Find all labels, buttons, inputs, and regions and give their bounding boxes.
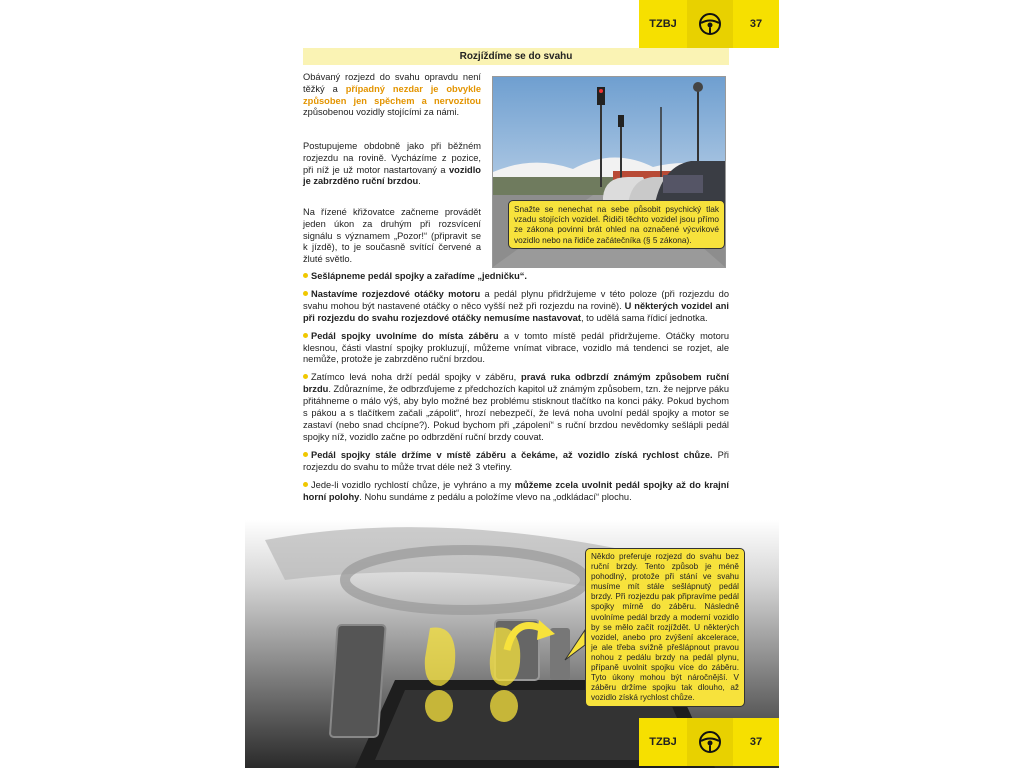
- bullet-5-text: Při rozjezdu do svahu to může trvat déle než 3 vteřiny.: [303, 449, 729, 472]
- page-header: [639, 0, 779, 48]
- bullet-3-text: a v tomto místě pedál přidržujeme. Otáčky motoru klesnou, části vlastní spojky prokluzují, můžeme vnímat vibrace, vozidlo má tendenci se rozjet, ale nemůže, protože je zabrzděno ruční brzdou.: [303, 330, 730, 365]
- bullet-2-end: , to udělá sama řídicí jednotka.: [580, 312, 708, 323]
- intro-p3: Na řízené křižovatce začneme provádět jeden úkon za druhým při rozsvícení signálu s významem „Pozor!“ (připravit se k jízdě), to je současně svítící červené a žluté světlo.: [303, 207, 481, 265]
- list-item: [303, 289, 729, 325]
- header-code: TZBJ: [649, 18, 677, 30]
- bullet-2-bold2: U některých vozidel ani při rozjezdu do svahu rozjezdové otáčky nemusíme nastavovat: [303, 300, 729, 323]
- bullet-2-bold: Nastavíme rozjezdové otáčky motoru: [311, 288, 481, 299]
- header-page-number: 37: [749, 18, 763, 30]
- bullet-icon: [303, 452, 308, 457]
- intro-p1-b: způsobenou vozidly stojícími za námi.: [303, 107, 460, 118]
- intro-paragraph-3: [303, 207, 481, 266]
- bullet-6-a: Jede-li vozidlo rychlostí chůze, je vyhráno a my: [311, 479, 515, 490]
- bullet-6-text: . Nohu sundáme z pedálu a položíme vlevo na „odkládací“ plochu.: [359, 491, 632, 502]
- footer-page-number: 37: [749, 736, 763, 748]
- bullet-3-bold: Pedál spojky uvolníme do místa záběru: [311, 330, 499, 341]
- intro-p1-a: Obávaný rozjezd do svahu opravdu není těžký a: [303, 72, 481, 94]
- bullet-icon: [303, 333, 308, 338]
- steering-wheel-icon: [687, 0, 733, 48]
- instruction-list: [303, 271, 729, 509]
- bullet-icon: [303, 482, 308, 487]
- list-item: [303, 450, 729, 474]
- intro-paragraph-1: [303, 72, 481, 119]
- document-page: [245, 0, 779, 768]
- bullet-1-text: Sešlápneme pedál spojky a zařadíme „jedničku“.: [311, 271, 527, 281]
- bullet-icon: [303, 291, 308, 296]
- bullet-icon: [303, 273, 308, 278]
- footer-code: TZBJ: [649, 736, 677, 748]
- intro-paragraph-2: [303, 141, 481, 188]
- bullet-6-bold: můžeme zcela uvolnit pedál spojky až do krajní horní polohy: [303, 479, 729, 502]
- pedal-callout: Někdo preferuje rozjezd do svahu bez ruční brzdy. Tento způsob je méně pohodlný, protože při stání ve svahu musíme mít stále sešlápnutý pedál brzdy. Při rozjezdu pak připravíme pedál spojky mírně do záběru. Následně uvolníme pedál brzdy a moderní vozidlo by se mělo začít rozjíždět. U některých vozidel, anebo pro zvýšení akcelerace, je ale třeba svižně přešlápnout pravou nohou z pedálu brzdy na pedál plynu, přípaně uvolnit spojku více do záběru. Tyto úkony mohou být náročnější. V záběru držíme spojku tak dlouho, až vozidlo získá rychlost chůze.: [585, 548, 745, 707]
- bullet-icon: [303, 374, 308, 379]
- bullet-4-text: . Zdůrazníme, že odbrzďujeme z předchozích kapitol už známým způsobem, tzn. že nejprve páku přitáhneme o málo výš, aby bylo možné bez problému stisknout tlačítko na konci páky. Pokud bychom s pákou a s tlačítkem začali „zápolit“, hrozí nebezpečí, že levá noha uvolní pedál spojky a motor se zastaví (nebo snad chcípne?). Pokud bychom při „zápolení“ s ruční brzdou nevědomky sešlápli pedál spojky níž, vozidlo začne po odbrzdění ruční brzdy couvat.: [303, 384, 729, 442]
- bullet-4-a: Zatímco levá noha drží pedál spojky v záběru,: [311, 372, 522, 383]
- intro-p2-a: Postupujeme obdobně jako při běžném rozjezdu na rovině. Vycházíme z pozice, při níž je už motor nastartovaný a: [303, 141, 481, 175]
- list-item: [303, 331, 729, 367]
- bullet-2-text: a pedál plynu přidržujeme v této poloze (při rozjezdu do svahu mohou být nastavené otáčky o něco vyšší než při rozjezdu na rovině).: [303, 288, 729, 311]
- intro-p1-highlight: případný nezdar je obvykle způsoben jen spěchem a nervozitou: [303, 83, 481, 106]
- steering-wheel-icon: [687, 718, 733, 766]
- list-item: [303, 480, 729, 504]
- section-title: Rozjíždíme se do svahu: [303, 48, 729, 65]
- list-item: [303, 372, 729, 443]
- intro-p2-end: .: [418, 176, 421, 187]
- bullet-4-bold: pravá ruka odbrzdí známým způsobem ruční brzdu: [303, 372, 730, 395]
- bullet-5-bold: Pedál spojky stále držíme v místě záběru a čekáme, až vozidlo získá rychlost chůze.: [311, 449, 713, 460]
- photo-callout: Snažte se nenechat na sebe působit psychický tlak vzadu stojících vozidel. Řidiči těchto vozidel jsou přímo ze zákona povinni brát ohled na označené výcvikové vozidlo nebo na řidiče začátečníka (§ 5 zákona).: [508, 200, 725, 249]
- page-footer: [639, 718, 779, 766]
- list-item: [303, 271, 729, 283]
- intro-p2-bold: vozidlo je zabrzděno ruční brzdou: [303, 164, 481, 187]
